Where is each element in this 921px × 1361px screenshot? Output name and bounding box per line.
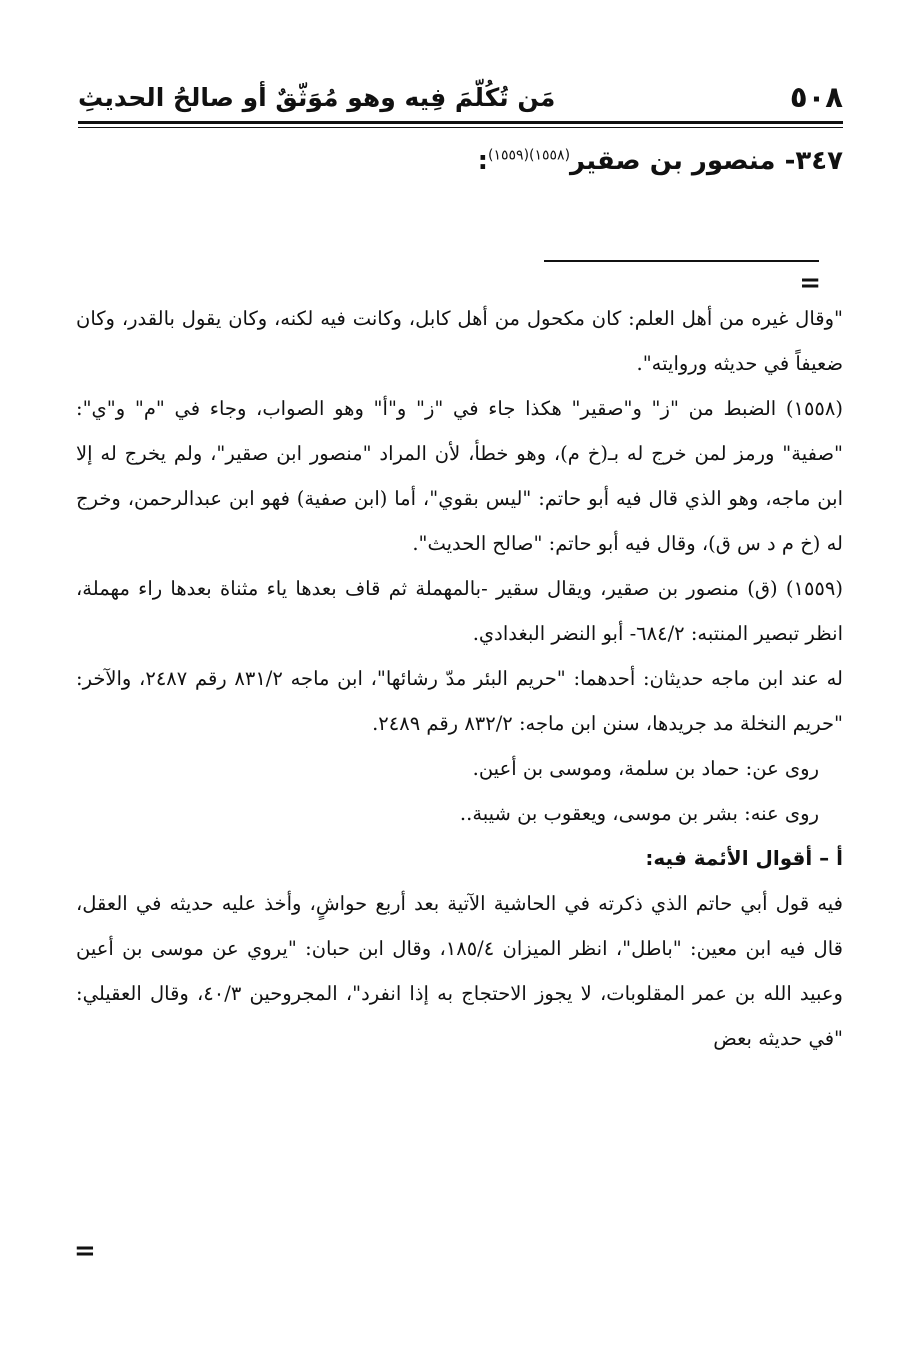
continuation-mark-bottom: = bbox=[74, 1236, 96, 1266]
footnotes bbox=[76, 296, 843, 1061]
entry-heading bbox=[478, 146, 843, 176]
entry-footnote-refs: (١٥٥٨)(١٥٥٩) bbox=[488, 147, 571, 164]
header-rule-thin bbox=[78, 127, 843, 128]
imams-sayings-text: فيه قول أبي حاتم الذي ذكرته في الحاشية الآتية بعد أربع حواشٍ، وأخذ عليه حديثه في العقل، قال فيه ابن معين: "باطل"، انظر الميزان ١٨٥/٤، وقال ابن حبان: "يروي عن موسى بن أعين وعبيد الله بن عمر المقلوبات، لا يجوز الاحتجاج به إذا انفرد"، المجروحين ٤٠/٣، وقال العقيلي: "في حديثه بعض bbox=[76, 892, 843, 1050]
continuation-mark-top: = bbox=[799, 268, 821, 298]
footnote-continuation: "وقال غيره من أهل العلم: كان مكحول من أهل كابل، وكانت فيه لكنه، وكان يقول بالقدر، وكان ضعيفاً في حديثه وروايته". bbox=[76, 307, 843, 375]
ibn-majah-hadiths: له عند ابن ماجه حديثان: أحدهما: "حريم البئر مدّ رشائها"، ابن ماجه ٨٣١/٢ رقم ٢٤٨٧، والآخر: "حريم النخلة مد جريدها، سنن ابن ماجه: ٨٣٢/٢ رقم ٢٤٨٩. bbox=[76, 667, 843, 735]
footnote-1559: (١٥٥٩) (ق) منصور بن صقير، ويقال سقير -بالمهملة ثم قاف بعدها ياء مثناة بعدها راء مهملة، انظر تبصير المنتبه: ٦٨٤/٢- أبو النضر البغدادي. bbox=[76, 577, 843, 645]
header-rule-thick bbox=[78, 121, 843, 124]
footnote-1558: (١٥٥٨) الضبط من "ز" و"صقير" هكذا جاء في "ز" و"أ" وهو الصواب، وجاء في "م" و"ي": "صفية" ورمز لمن خرج له بـ(خ م)، وهو خطأ، لأن المراد "منصور ابن صقير"، ولم يخرج له إلا ابن ماجه، وهو الذي قال فيه أبو حاتم: "ليس بقوي"، أما (ابن صفية) فهو ابن عبدالرحمن، وخرج له (خ م د س ق)، وقال فيه أبو حاتم: "صالح الحديث". bbox=[76, 397, 843, 555]
entry-number-and-name: ٣٤٧- منصور بن صقير bbox=[570, 146, 843, 176]
page-number: ٥٠٨ bbox=[789, 80, 843, 114]
running-title: مَن تُكُلّمَ فِيه وهو مُوَثّقٌ أو صالحُ الحديثِ bbox=[78, 82, 556, 112]
narrated-from: روى عن: حماد بن سلمة، وموسى بن أعين. bbox=[472, 757, 819, 780]
page-header bbox=[78, 72, 843, 122]
section-imams-sayings-heading: أ – أقوال الأئمة فيه: bbox=[645, 846, 843, 870]
narrated-by: روى عنه: بشر بن موسى، ويعقوب بن شيبة.. bbox=[459, 802, 819, 825]
footnote-separator bbox=[544, 260, 819, 262]
entry-colon: : bbox=[477, 146, 489, 176]
